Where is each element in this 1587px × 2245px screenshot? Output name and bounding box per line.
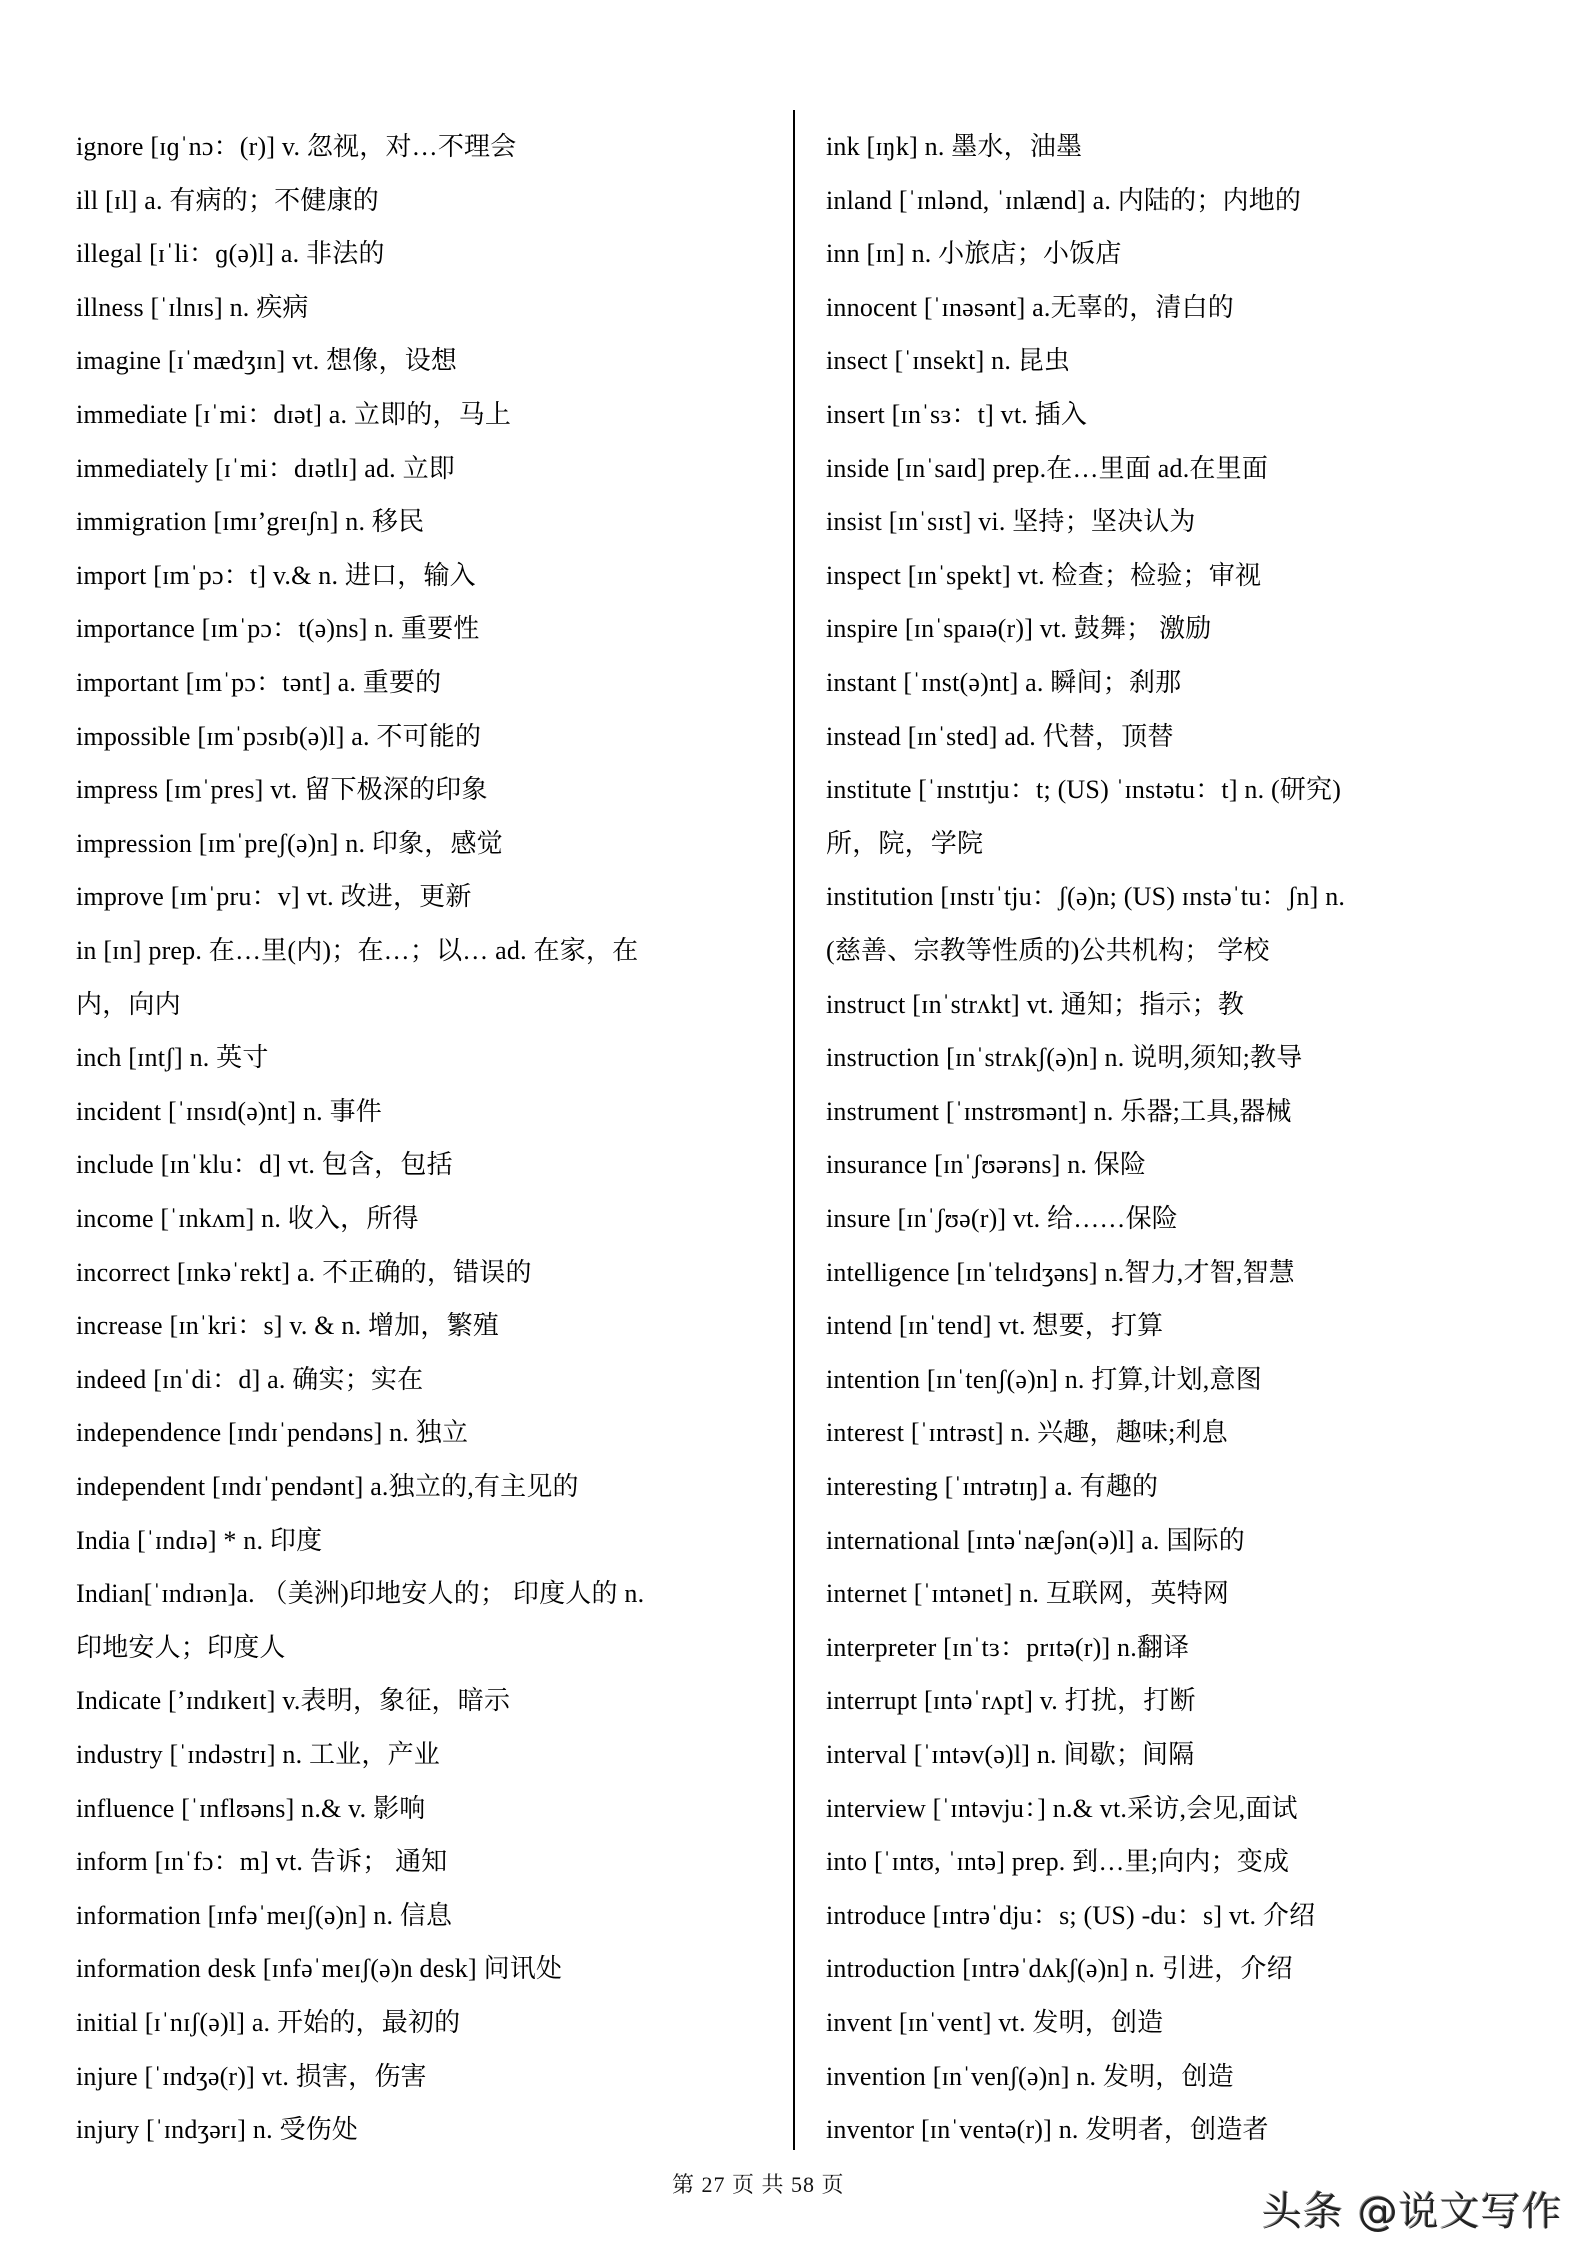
vocab-entry: insist [ɪnˈsɪst] vi. 坚持；坚决认为 — [826, 507, 1196, 537]
vocab-entry: immigration [ɪmɪ’greɪʃn] n. 移民 — [76, 507, 425, 537]
vocab-entry: impossible [ɪmˈpɔsɪb(ə)l] a. 不可能的 — [76, 721, 482, 751]
vocab-entry: intelligence [ɪnˈtelɪdʒəns] n.智力,才智,智慧 — [826, 1257, 1295, 1287]
vocab-entry: into [ˈɪntʊ, ˈɪntə] prep. 到…里;向内；变成 — [826, 1847, 1290, 1877]
vocab-entry: indeed [ɪnˈdi：d] a. 确实；实在 — [76, 1364, 424, 1394]
vocab-entry: independent [ɪndɪˈpendənt] a.独立的,有主见的 — [76, 1472, 579, 1501]
vocab-entry: injury [ˈɪndʒərɪ] n. 受伤处 — [76, 2115, 359, 2145]
vocab-entry: invent [ɪnˈvent] vt. 发明，创造 — [826, 2008, 1164, 2037]
vocab-entry: insure [ɪnˈʃʊə(r)] vt. 给……保险 — [826, 1204, 1179, 1233]
vocab-entry: inland [ˈɪnlənd, ˈɪnlænd] a. 内陆的；内地的 — [826, 185, 1302, 215]
vocab-entry: information [ɪnfəˈmeɪʃ(ə)n] n. 信息 — [76, 1900, 453, 1930]
vocab-entry: interpreter [ɪnˈtɜ：prɪtə(r)] n.翻译 — [826, 1632, 1190, 1662]
vocab-entry: import [ɪmˈpɔ：t] v.& n. 进口，输入 — [76, 560, 476, 590]
vocab-entry: instrument [ˈɪnstrʊmənt] n. 乐器;工具,器械 — [826, 1096, 1292, 1126]
vocab-entry: interest [ˈɪntrəst] n. 兴趣，趣味;利息 — [826, 1418, 1228, 1448]
vocab-entry: ill [ɪl] a. 有病的；不健康的 — [76, 185, 379, 215]
vocab-entry: immediate [ɪˈmi：dɪət] a. 立即的，马上 — [76, 400, 512, 429]
vocab-entry: include [ɪnˈklu：d] vt. 包含，包括 — [76, 1150, 453, 1180]
vocab-entry: international [ɪntəˈnæʃən(ə)l] a. 国际的 — [826, 1525, 1245, 1555]
vocab-entry: influence [ˈɪnflʊəns] n.& v. 影响 — [76, 1793, 426, 1823]
vocab-entry: inch [ɪntʃ] n. 英寸 — [76, 1043, 269, 1073]
vocab-entry: intend [ɪnˈtend] vt. 想要，打算 — [826, 1311, 1164, 1341]
vocab-entry: internet [ˈɪntənet] n. 互联网，英特网 — [826, 1579, 1230, 1609]
vocab-entry: impression [ɪmˈpreʃ(ə)n] n. 印象，感觉 — [76, 828, 503, 858]
vocab-entry: illness [ˈɪlnɪs] n. 疾病 — [76, 292, 309, 322]
vocab-entry: importance [ɪmˈpɔ：t(ə)ns] n. 重要性 — [76, 614, 480, 644]
vocab-entry: independence [ɪndɪˈpendəns] n. 独立 — [76, 1418, 469, 1448]
vocab-entry: insert [ɪnˈsɜ：t] vt. 插入 — [826, 400, 1088, 429]
vocab-entry: instruct [ɪnˈstrʌkt] vt. 通知；指示；教 — [826, 989, 1245, 1019]
vocab-entry: improve [ɪmˈpru：v] vt. 改进，更新 — [76, 882, 472, 912]
vocab-entry: inform [ɪnˈfɔ：m] vt. 告诉； 通知 — [76, 1847, 448, 1877]
vocab-entry: interview [ˈɪntəvju：] n.& vt.采访,会见,面试 — [826, 1793, 1298, 1823]
vocab-entry: inventor [ɪnˈventə(r)] n. 发明者，创造者 — [826, 2115, 1269, 2145]
vocab-entry: injure [ˈɪndʒə(r)] vt. 损害，伤害 — [76, 2061, 427, 2091]
vocab-entry: ignore [ɪɡˈnɔ：(r)] v. 忽视，对…不理会 — [76, 132, 517, 161]
vocab-entry: increase [ɪnˈkri：s] v. & n. 增加，繁殖 — [76, 1311, 499, 1341]
vocab-entry: inside [ɪnˈsaɪd] prep.在…里面 ad.在里面 — [826, 453, 1269, 483]
vocab-entry: interesting [ˈɪntrətɪŋ] a. 有趣的 — [826, 1472, 1159, 1501]
vocab-entry: insect [ˈɪnsekt] n. 昆虫 — [826, 346, 1071, 376]
vocab-entry: incident [ˈɪnsɪd(ə)nt] n. 事件 — [76, 1096, 382, 1126]
vocab-entry: illegal [ɪˈli：ɡ(ə)l] a. 非法的 — [76, 239, 385, 269]
vocab-entry: insurance [ɪnˈʃʊərəns] n. 保险 — [826, 1150, 1147, 1180]
vocab-entry: instead [ɪnˈsted] ad. 代替，顶替 — [826, 721, 1174, 751]
vocab-entry: important [ɪmˈpɔ：tənt] a. 重要的 — [76, 668, 442, 697]
vocab-entry: innocent [ˈɪnəsənt] a.无辜的，清白的 — [826, 292, 1234, 322]
vocab-entry-continuation: 所，院，学院 — [826, 828, 984, 858]
vocab-entry: imagine [ɪˈmædʒɪn] vt. 想像，设想 — [76, 346, 458, 376]
vocab-entry: impress [ɪmˈpres] vt. 留下极深的印象 — [76, 775, 488, 805]
vocab-entry: ink [ɪŋk] n. 墨水，油墨 — [826, 132, 1083, 161]
column-divider — [793, 110, 795, 2150]
vocab-entry: inspire [ɪnˈspaɪə(r)] vt. 鼓舞； 激励 — [826, 614, 1212, 644]
vocab-entry: incorrect [ɪnkəˈrekt] a. 不正确的，错误的 — [76, 1257, 532, 1287]
vocab-entry: Indian[ˈɪndɪən]a. （美洲)印地安人的； 印度人的 n. — [76, 1579, 645, 1609]
vocab-entry: income [ˈɪnkʌm] n. 收入，所得 — [76, 1204, 419, 1233]
vocab-entry-continuation: 印地安人；印度人 — [76, 1632, 286, 1662]
vocab-entry: inspect [ɪnˈspekt] vt. 检查；检验；审视 — [826, 560, 1262, 590]
vocab-entry: introduce [ɪntrəˈdju：s; (US) -du：s] vt. 介绍 — [826, 1900, 1316, 1930]
vocab-entry: invention [ɪnˈvenʃ(ə)n] n. 发明，创造 — [826, 2061, 1234, 2091]
vocab-entry: introduction [ɪntrəˈdʌkʃ(ə)n] n. 引进，介绍 — [826, 1954, 1293, 1984]
vocab-entry: inn [ɪn] n. 小旅店；小饭店 — [826, 239, 1122, 269]
vocab-entry-continuation: 内，向内 — [76, 989, 181, 1019]
vocab-entry: in [ɪn] prep. 在…里(内)；在…；以… ad. 在家，在 — [76, 936, 639, 965]
vocab-entry: instant [ˈɪnst(ə)nt] a. 瞬间；刹那 — [826, 668, 1182, 697]
page-number: 第 27 页 共 58 页 — [672, 2172, 845, 2197]
vocab-entry: institute [ˈɪnstɪtju：t; (US) ˈɪnstətu：t] n. (研究) — [826, 775, 1342, 805]
vocab-entry: initial [ɪˈnɪʃ(ə)l] a. 开始的，最初的 — [76, 2008, 461, 2037]
vocab-entry: instruction [ɪnˈstrʌkʃ(ə)n] n. 说明,须知;教导 — [826, 1043, 1303, 1073]
vocab-entry: industry [ˈɪndəstrɪ] n. 工业，产业 — [76, 1740, 440, 1769]
vocab-entry-continuation: (慈善、宗教等性质的)公共机构； 学校 — [826, 936, 1270, 965]
vocab-entry: immediately [ɪˈmi：dɪətlɪ] ad. 立即 — [76, 453, 455, 483]
watermark: 头条 @说文写作 — [1262, 2189, 1563, 2235]
vocab-entry: interval [ˈɪntəv(ə)l] n. 间歇；间隔 — [826, 1740, 1195, 1769]
vocab-entry: Indicate [’ɪndɪkeɪt] v.表明，象征，暗示 — [76, 1686, 511, 1716]
vocab-entry: institution [ɪnstɪˈtju：ʃ(ə)n; (US) ɪnstəˈtu：ʃn] n. — [826, 882, 1346, 912]
vocab-entry: information desk [ɪnfəˈmeɪʃ(ə)n desk] 问讯处 — [76, 1954, 563, 1984]
vocab-entry: interrupt [ɪntəˈrʌpt] v. 打扰，打断 — [826, 1686, 1196, 1716]
vocab-entry: India [ˈɪndɪə] * n. 印度 — [76, 1525, 323, 1555]
vocab-entry: intention [ɪnˈtenʃ(ə)n] n. 打算,计划,意图 — [826, 1364, 1262, 1394]
